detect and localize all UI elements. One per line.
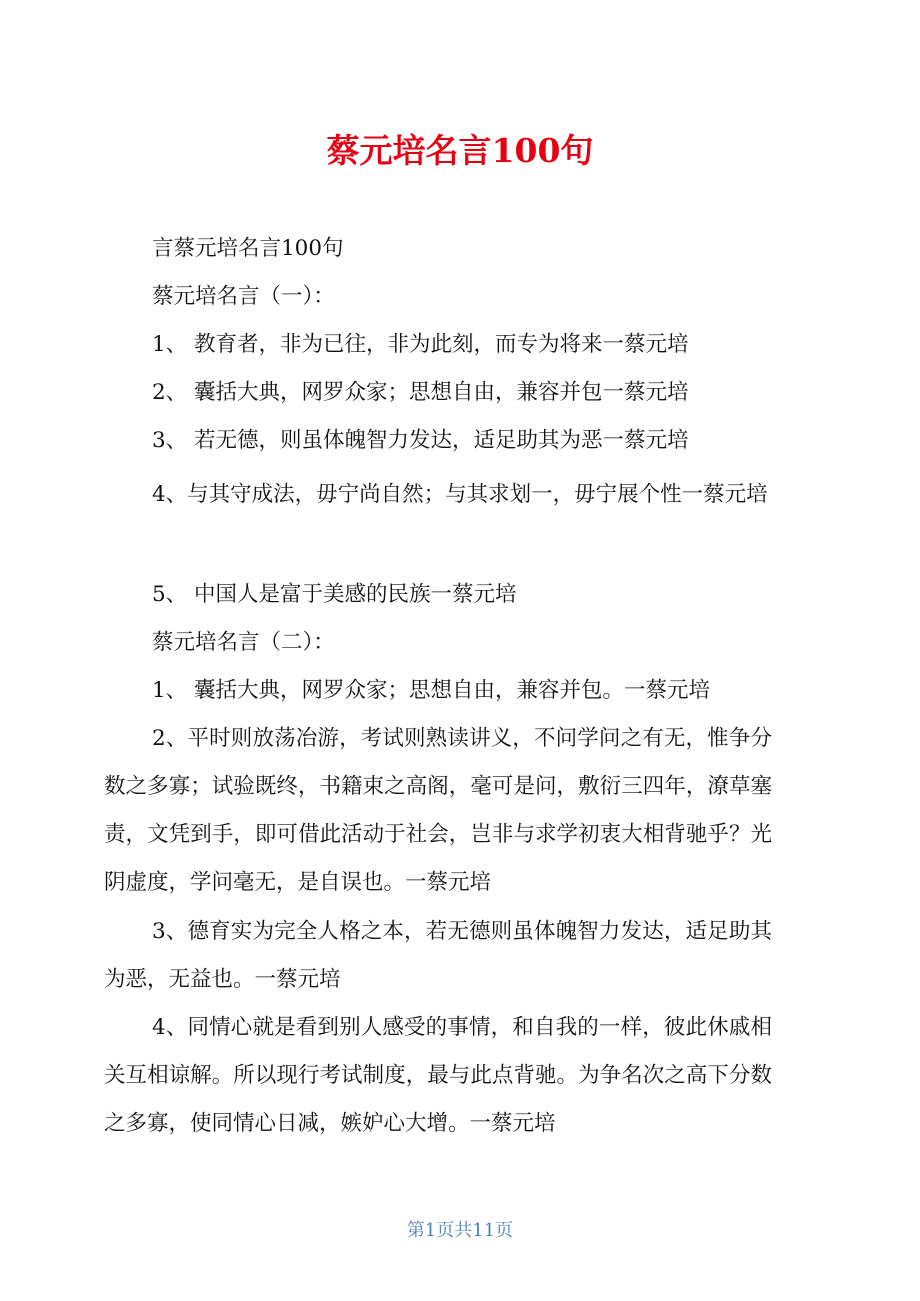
section2-item: 3、德育实为完全人格之本，若无德则虽体魄智力发达，适足助其为恶，无益也。一蔡元培 bbox=[104, 919, 772, 992]
section1-item: 4、与其守成法，毋宁尚自然；与其求划一，毋宁展个性一蔡元培 bbox=[152, 482, 768, 507]
section1-item: 3、 若无德，则虽体魄智力发达，适足助其为恶一蔡元培 bbox=[152, 428, 689, 453]
section1-heading: 蔡元培名言（一）： bbox=[152, 284, 335, 309]
section2-item: 4、同情心就是看到别人感受的事情，和自我的一样，彼此休戚相关互相谅解。所以现行考试制度，最与此点背驰。为争名次之高下分数之多寡，使同情心日减，嫉妒心大增。一蔡元培 bbox=[104, 1015, 772, 1136]
section2-item: 2、平时则放荡冶游，考试则熟读讲义，不问学问之有无，惟争分数之多寡；试验既终，书籍束之高阁，毫可是问，敷衍三四年，潦草塞责，文凭到手，即可借此活动于社会，岂非与求学初衷大相背驰乎？光阴虚度，学问毫无，是自误也。一蔡元培 bbox=[104, 726, 772, 895]
section2-item: 1、 囊括大典，网罗众家；思想自由，兼容并包。一蔡元培 bbox=[152, 678, 711, 703]
intro-line: 言蔡元培名言100句 bbox=[152, 236, 344, 261]
section1-item: 2、 囊括大典，网罗众家；思想自由，兼容并包一蔡元培 bbox=[152, 380, 689, 405]
page-number: 第1页共11页 bbox=[406, 1220, 514, 1241]
document-title: 蔡元培名言100句 bbox=[326, 131, 594, 170]
section1-item: 5、 中国人是富于美感的民族一蔡元培 bbox=[152, 582, 517, 607]
section2-heading: 蔡元培名言（二）： bbox=[152, 630, 335, 655]
section1-item: 1、 教育者，非为已往，非为此刻，而专为将来一蔡元培 bbox=[152, 332, 689, 357]
